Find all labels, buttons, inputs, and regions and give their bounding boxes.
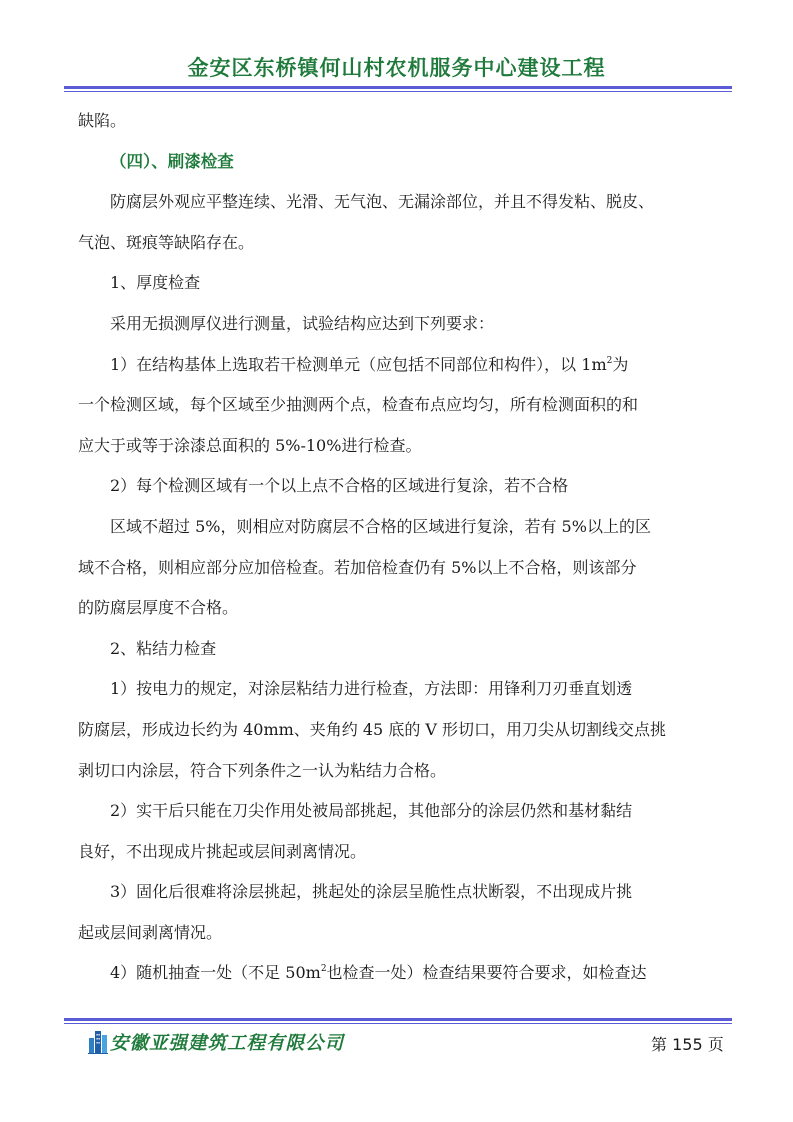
text-span: 1）在结构基体上选取若干检测单元（应包括不同部位和构件），以 1m [110,354,607,374]
footer-rule-thin [64,1023,732,1024]
header-rule-thick [64,86,732,89]
paragraph-line: 2）实干后只能在刀尖作用处被局部挑起，其他部分的涂层仍然和基材黏结 [110,801,633,821]
document-body [78,101,728,994]
paragraph-line: 缺陷。 [78,111,127,130]
text-span: 4）随机抽查一处（不足 50m [110,963,321,983]
paragraph-line [78,345,728,386]
paragraph-line: 起或层间剥离情况。 [78,922,223,942]
paragraph-line: 气泡、斑痕等缺陷存在。 [78,232,255,252]
paragraph-line: 一个检测区域，每个区域至少抽测两个点，检查布点应均匀，所有检测面积的和 [78,395,639,415]
footer-company-name: 安徽亚强建筑工程有限公司 [110,1033,345,1054]
section-heading: （四）、刷漆检查 [110,151,234,171]
header-rule-thin [64,91,732,92]
superscript: 2 [606,355,613,366]
subheading: 2、粘结力检查 [110,638,217,658]
paragraph-line: 剥切口内涂层，符合下列条件之一认为粘结力合格。 [78,760,447,780]
page-header-title: 金安区东桥镇何山村农机服务中心建设工程 [187,56,606,80]
paragraph-line: 域不合格，则相应部分应加倍检查。若加倍检查仍有 5%以上不合格，则该部分 [78,557,637,577]
paragraph-line: 区域不超过 5%，则相应对防腐层不合格的区域进行复涂，若有 5%以上的区 [110,516,651,536]
page-number: 第 155 页 [651,1035,724,1054]
text-span: 也检查一处）检查结果要符合要求，如检查达 [326,963,647,983]
building-logo-icon [88,1028,108,1054]
superscript: 2 [320,964,327,975]
paragraph-line: 应大于或等于涂漆总面积的 5%-10%进行检查。 [78,435,422,455]
paragraph-line: 防腐层，形成边长约为 40mm、夹角约 45 底的 V 形切口，用刀尖从切割线交点挑 [78,719,667,739]
paragraph-line: 采用无损测厚仪进行测量，试验结构应达到下列要求： [110,313,495,333]
paragraph-line: 1）按电力的规定，对涂层粘结力进行检查，方法即：用锋利刀刃垂直划透 [110,679,633,699]
subheading: 1、厚度检查 [110,273,201,293]
text-span: 为 [612,354,629,374]
paragraph-line: 2）每个检测区域有一个以上点不合格的区域进行复涂，若不合格 [110,476,569,496]
paragraph-line: 3）固化后很难将涂层挑起，挑起处的涂层呈脆性点状断裂，不出现成片挑 [110,882,633,902]
paragraph-line: 防腐层外观应平整连续、光滑、无气泡、无漏涂部位，并且不得发粘、脱皮、 [110,192,655,212]
paragraph-line [78,953,728,994]
paragraph-line: 良好，不出现成片挑起或层间剥离情况。 [78,841,367,861]
paragraph-line: 的防腐层厚度不合格。 [78,598,239,618]
footer-rule-thick [64,1018,732,1021]
